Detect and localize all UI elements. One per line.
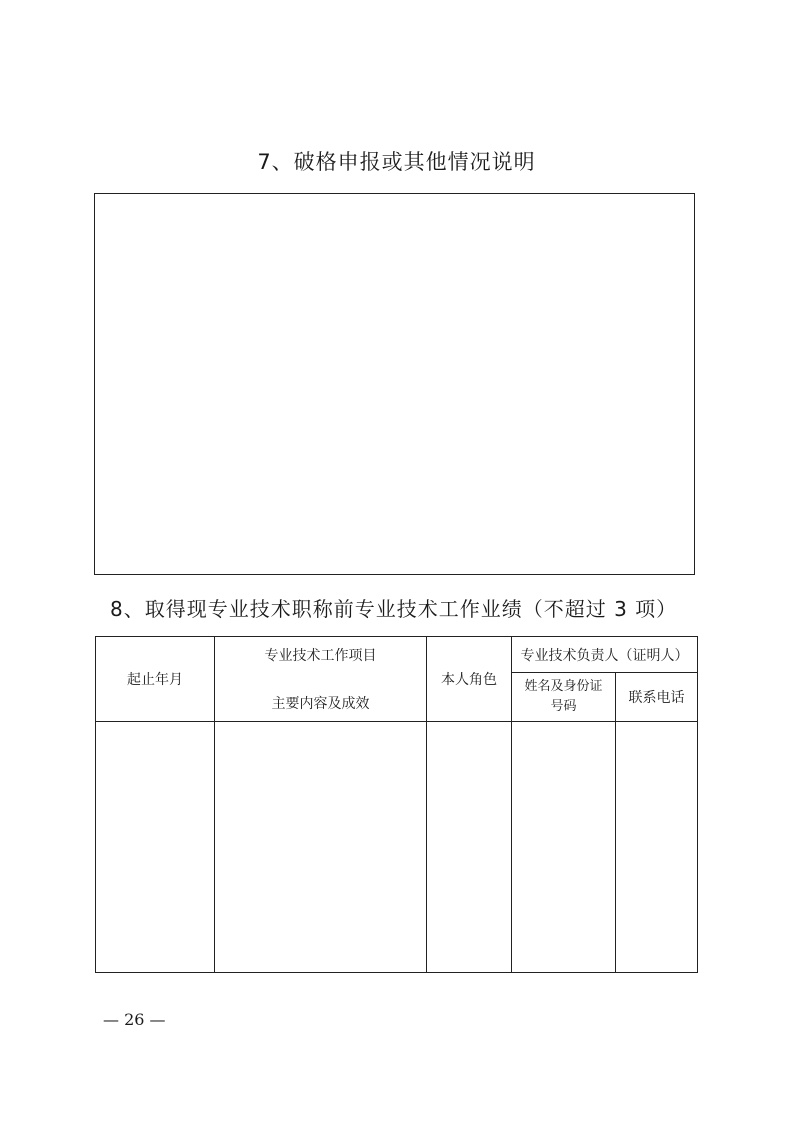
header-responsible: 专业技术负责人（证明人） — [512, 637, 698, 673]
cell-project[interactable] — [215, 722, 427, 973]
header-phone: 联系电话 — [616, 673, 698, 722]
header-project-line2: 主要内容及成效 — [271, 696, 370, 712]
exceptional-application-remarks-box[interactable] — [94, 193, 695, 575]
page-number: — 26 — — [103, 1010, 166, 1029]
cell-name-id[interactable] — [512, 722, 616, 973]
cell-role[interactable] — [427, 722, 512, 973]
cell-period[interactable] — [96, 722, 215, 973]
work-achievements-table — [95, 636, 698, 973]
header-role: 本人角色 — [427, 637, 512, 722]
header-period: 起止年月 — [96, 637, 215, 722]
table-header-row — [96, 637, 698, 673]
cell-phone[interactable] — [616, 722, 698, 973]
header-name-id — [512, 673, 616, 722]
header-project — [215, 637, 427, 722]
header-name-id-line2: 号码 — [550, 699, 577, 714]
header-name-id-line1: 姓名及身份证 — [524, 679, 603, 694]
section-8-title: 8、取得现专业技术职称前专业技术工作业绩（不超过 3 项） — [110, 597, 678, 621]
table-row — [96, 722, 698, 973]
header-project-line1: 专业技术工作项目 — [264, 648, 377, 664]
section-7-title: 7、破格申报或其他情况说明 — [257, 150, 536, 174]
